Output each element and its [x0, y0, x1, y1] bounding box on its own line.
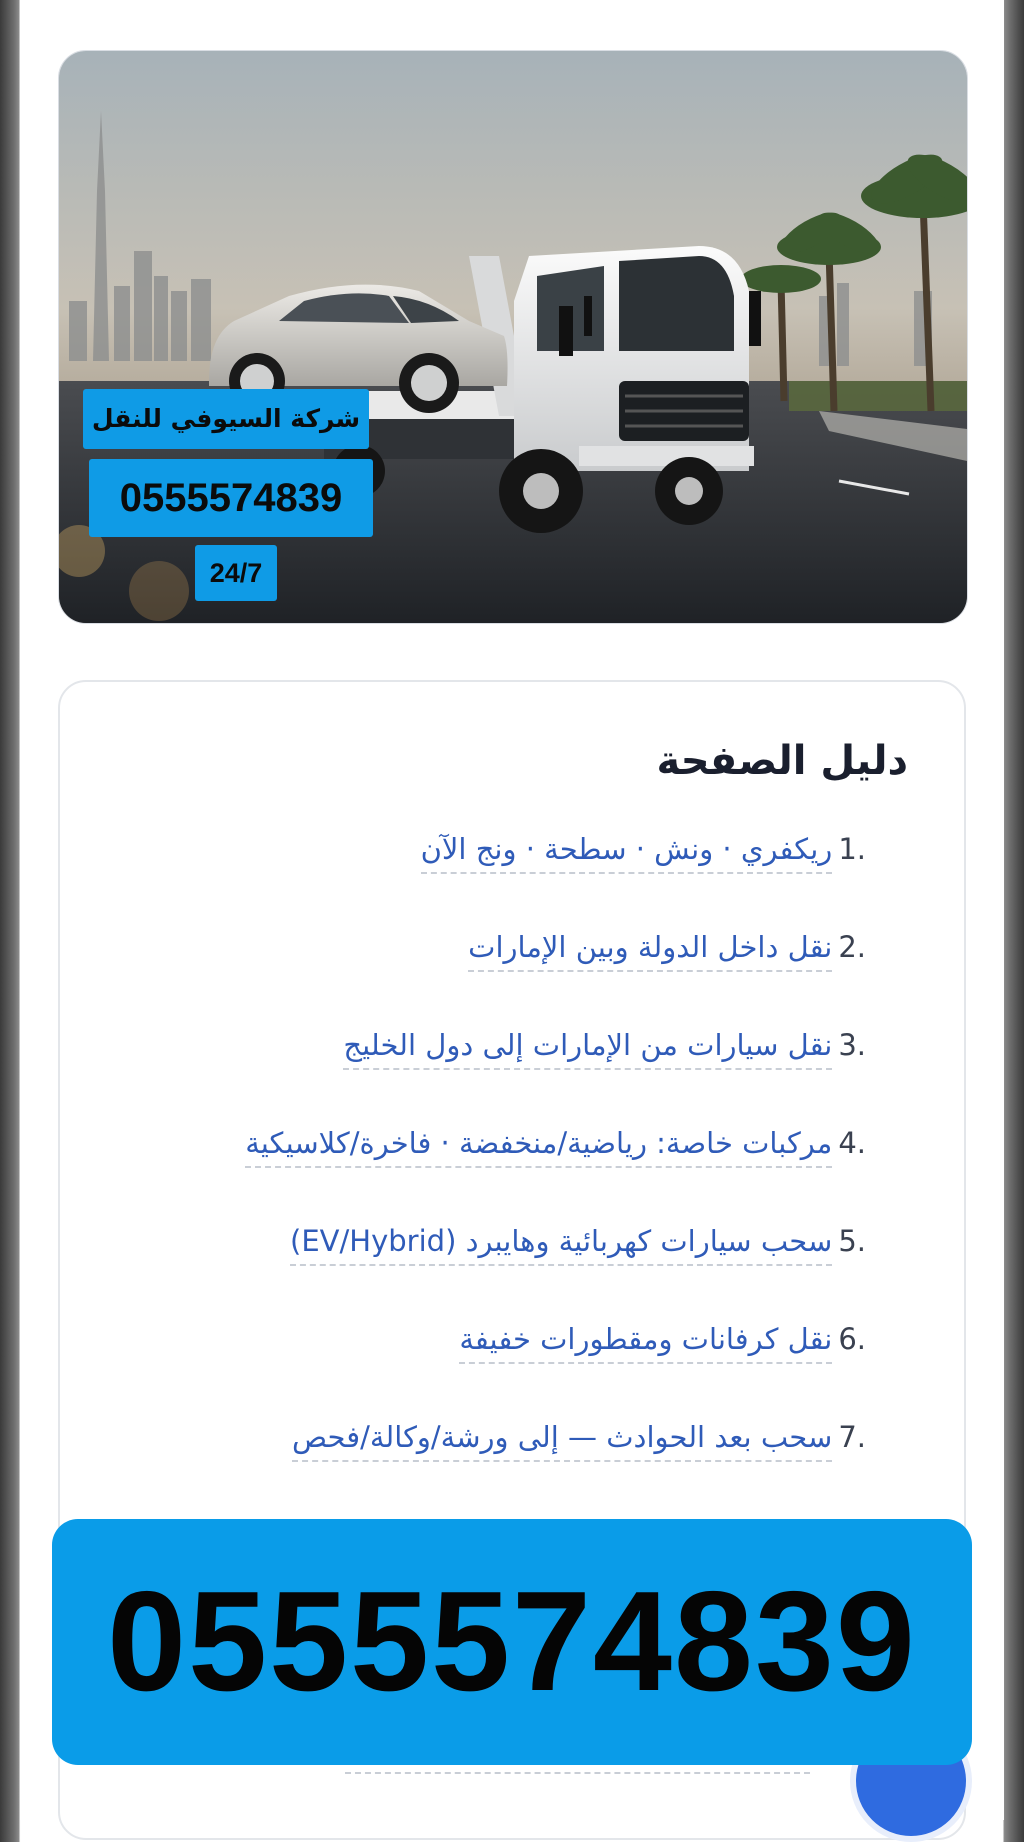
- toc-item: [245, 832, 866, 930]
- phone-badge[interactable]: 0555574839: [89, 459, 373, 537]
- toc-item: [245, 1224, 866, 1322]
- toc-list: [245, 832, 866, 1518]
- phone-banner[interactable]: [52, 1519, 972, 1765]
- toc-item-number: 5.: [838, 1224, 866, 1258]
- company-name-badge: شركة السيوفي للنقل: [83, 389, 369, 449]
- toc-item: [245, 930, 866, 1028]
- toc-item-number: 7.: [838, 1420, 866, 1454]
- hours-badge: 24/7: [195, 545, 277, 601]
- toc-link-caravans[interactable]: نقل كرفانات ومقطورات خفيفة: [459, 1322, 832, 1364]
- toc-title: دليل الصفحة: [656, 738, 908, 784]
- toc-item-number: 6.: [838, 1322, 866, 1356]
- toc-link-domestic-transport[interactable]: نقل داخل الدولة وبين الإمارات: [468, 930, 832, 972]
- toc-item-number: 1.: [838, 832, 866, 866]
- toc-item: [245, 1126, 866, 1224]
- toc-item-number: 2.: [838, 930, 866, 964]
- hero-banner: [58, 50, 968, 624]
- toc-item-number: 3.: [838, 1028, 866, 1062]
- toc-link-special-vehicles[interactable]: مركبات خاصة: رياضية/منخفضة · فاخرة/كلاسيكية: [245, 1126, 832, 1168]
- toc-item: [245, 1322, 866, 1420]
- toc-item: [245, 1420, 866, 1518]
- toc-item-number: 4.: [838, 1126, 866, 1160]
- banner-phone-number: 0555574839: [107, 1562, 917, 1721]
- toc-link-ev-hybrid[interactable]: سحب سيارات كهربائية وهايبرد (EV/Hybrid): [290, 1224, 832, 1266]
- toc-link-partial-underline: [345, 1772, 810, 1774]
- toc-item: [245, 1028, 866, 1126]
- tow-truck-illustration: [59, 51, 967, 623]
- toc-link-accident-towing[interactable]: سحب بعد الحوادث — إلى ورشة/وكالة/فحص: [292, 1420, 832, 1462]
- toc-link-gulf-transport[interactable]: نقل سيارات من الإمارات إلى دول الخليج: [343, 1028, 832, 1070]
- toc-link-recovery[interactable]: ريكفري · ونش · سطحة · ونج الآن: [421, 832, 833, 874]
